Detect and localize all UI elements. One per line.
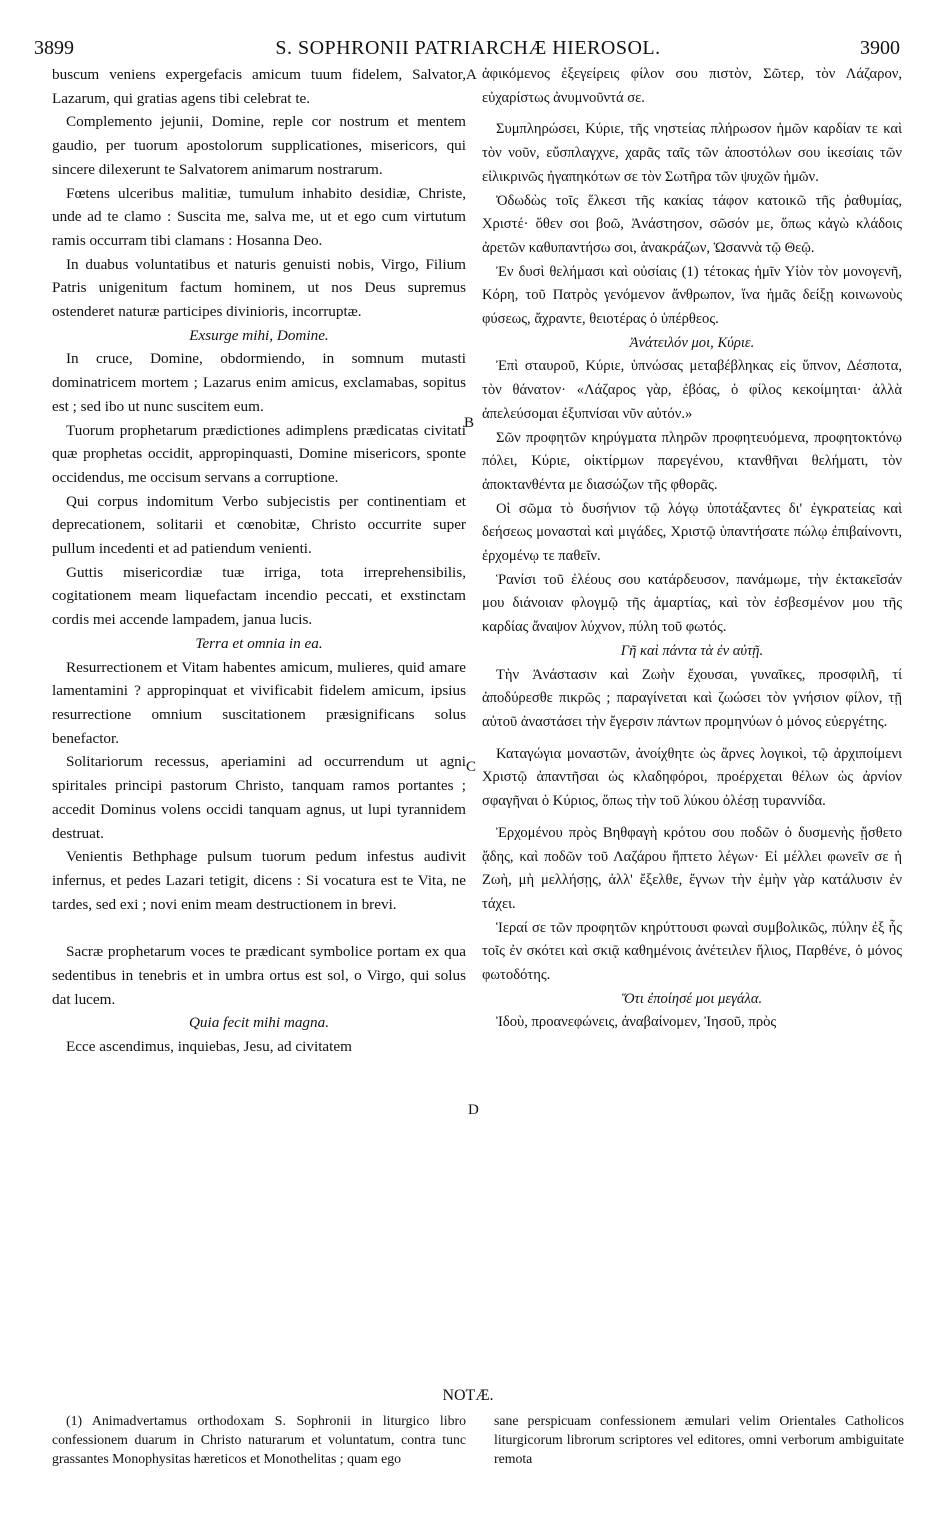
latin-paragraph: Guttis misericordiæ tuæ irriga, tota irreprehensibilis, cogitationem meam liquefactam incendio peccati, et exstinctam cordis mei accende lampadem, janua lucis.	[52, 563, 466, 629]
margin-letter-d: D	[468, 1102, 479, 1118]
latin-paragraph: Tuorum prophetarum prædictiones adimplens prædicatas civitati quæ prophetas occidit, appropinquasti, Domine misericors, sponte occidendus, me occisum servans a corruptione.	[52, 421, 466, 486]
margin-letter-b: B	[464, 415, 475, 431]
greek-paragraph: Ἐν δυσὶ θελήμασι καὶ οὐσίαις (1) τέτοκας ἡμῖν Υἱὸν τὸν μονογενῆ, Κόρη, τοῦ Πατρὸς γενόμενον ἄνθρωπον, ἵνα ἡμᾶς δείξῃ κοινωνοὺς φύσεως, ἄχραντε, θειοτέρας ὁ ὑπέρθεος.	[482, 263, 902, 328]
latin-paragraph: Fœtens ulceribus malitiæ, tumulum inhabito desidiæ, Christe, unde ad te clamo : Suscita me, salva me, ut et ego cum virtutum ramis occurram tibi clamans : Hosanna Deo.	[52, 184, 466, 249]
margin-letter-a: A	[466, 67, 477, 83]
greek-section-heading: Ἀνάτειλόν μοι, Κύριε.	[629, 334, 755, 351]
latin-paragraph: In duabus voluntatibus et naturis genuisti nobis, Virgo, Filium Patris unigenitum factum hominem, ut nos Deus supremus ostenderet naturæ participes divinioris, incorruptæ.	[52, 255, 466, 321]
greek-paragraph: Ἐρχομένου πρὸς Βηθφαγὴ κρότου σου ποδῶν ὁ δυσμενὴς ᾔσθετο ᾅδης, καὶ ποδῶν τοῦ Λαζάρου ἥπτετο λέγων· Εἰ μέλλει φωνεῖν σε ἡ Ζωὴ, μὴ μελλήσῃς, ἀλλ' ἔξελθε, ἔγνων τὴν ἐμὴν γὰρ κατάλυσιν ἐν τάχει.	[482, 824, 902, 912]
greek-paragraph: Ἰδοὺ, προανεφώνεις, ἀναβαίνομεν, Ἰησοῦ, πρὸς	[496, 1014, 777, 1031]
latin-paragraph: In cruce, Domine, obdormiendo, in somnum mutasti dominatricem mortem ; Lazarus enim amicus, exclamabas, sopitus est ; sed ibo ut nunc suscitem eum.	[52, 350, 466, 415]
notes-title: NOTÆ.	[442, 1387, 494, 1404]
greek-paragraph: ἀφικόμενος ἐξεγείρεις φίλον σου πιστὸν, Σῶτερ, τὸν Λάζαρον, εὐχαρίστως ἀνυμνοῦντά σε.	[482, 66, 902, 106]
latin-paragraph: Ecce ascendimus, inquiebas, Jesu, ad civitatem	[66, 1038, 352, 1056]
latin-paragraph: Solitariorum recessus, aperiamini ad occurrendum ut agni spiritales principi pastorum Christo, tanquam ramos portantes ; accedit Dominus volens occidi tanquam agnus, ut lupi tyrannidem destruat.	[52, 753, 466, 842]
latin-section-heading: Exsurge mihi, Domine.	[189, 326, 329, 344]
latin-paragraph: Complemento jejunii, Domine, reple cor nostrum et mentem gaudio, per tuorum apostolorum supplicationes, misericors, qui sincere dilexerunt te Salvatorem animarum nostrarum.	[52, 113, 466, 178]
page-number-left: 3899	[34, 37, 74, 59]
greek-section-heading: Γῆ καὶ πάντα τὰ ἐν αὐτῇ.	[620, 642, 764, 659]
note-text: sane perspicuam confessionem æmulari velim Orientales Catholicos liturgicorum librorum scriptores vel editores, omni verborum ambiguitate remota	[494, 1413, 904, 1466]
greek-paragraph: Συμπληρώσει, Κύριε, τῆς νηστείας πλήρωσον ἡμῶν καρδίαν τε καὶ τὸν νοῦν, εὔσπλαγχνε, χαρᾶς ταῖς τῶν ἀποστόλων σου ἱκεσίαις τῶν εἰλικρινῶς ἠγαπηκότων σε τὸν Σωτῆρα τῶν ψυχῶν ἡμῶν.	[482, 121, 902, 185]
margin-letter-c: C	[466, 759, 477, 775]
latin-section-heading: Quia fecit mihi magna.	[188, 1014, 330, 1032]
latin-column	[52, 63, 466, 1059]
greek-paragraph: Οἱ σῶμα τὸ δυσήνιον τῷ λόγῳ ὑποτάξαντες δι' ἐγκρατείας καὶ δεήσεως μονασταὶ καὶ μιγάδες, Χριστῷ ὑπαντήσατε πώλῳ ἐπιβαίνοντι, ἐρχομένῳ τε παθεῖν.	[482, 500, 902, 565]
greek-paragraph: Τὴν Ἀνάστασιν καὶ Ζωὴν ἔχουσαι, γυναῖκες, προσφιλῆ, τί ἀποδύρεσθε πικρῶς ; παραγίνεται καὶ ζωώσει τὸν γνήσιον φίλον, τῇ αὐτοῦ ἀναστάσει τὴν ἔγερσιν πάντων προμηνύων ὁ μόνος εὐεργέτης.	[482, 666, 902, 730]
greek-paragraph: Ῥανίσι τοῦ ἐλέους σου κατάρδευσον, πανάμωμε, τὴν ἐκτακεῖσάν μου διάνοιαν φλογμῷ τῆς ἁμαρτίας, καὶ τὸν ἐσβεσμένον μου τῆς καρδίας ἄναψον λύχνον, πύλη τοῦ φωτός.	[482, 571, 902, 636]
note-text: (1) Animadvertamus orthodoxam S. Sophronii in liturgico libro confessionem duarum in Christo naturarum et voluntatum, contra tunc grassantes Monophysitas hæreticos et Monothelitas ; quam ego	[52, 1413, 466, 1466]
greek-paragraph: Ἐπὶ σταυροῦ, Κύριε, ὑπνώσας μεταβέβληκας εἰς ὕπνον, Δέσποτα, τὸν θάνατον· «Λάζαρος γὰρ, ἐβόας, ὁ φίλος κεκοίμηται· ἀλλὰ ἀπελεύσομαι ἐξυπνίσαι νῦν αὐτόν.»	[482, 358, 902, 422]
running-title: S. SOPHRONII PATRIARCHÆ HIEROSOL.	[275, 37, 661, 59]
latin-paragraph: Resurrectionem et Vitam habentes amicum, mulieres, quid amare lamentamini ? appropinquat et vivificabit fidelem amicum, ipsius resurrectione omnium suscitationem præsignificans solus benefactor.	[52, 658, 466, 747]
notes-right	[494, 1411, 904, 1468]
greek-paragraph: Ὀδωδὼς τοῖς ἕλκεσι τῆς κακίας τάφον κατοικῶ τῆς ῥαθυμίας, Χριστέ· ὅθεν σοι βοῶ, Ἀνάστησον, σῶσόν με, ὅπως κἀγὼ κλάδοις ἀρετῶν καθυπαντήσω σοι, ἀνακράζων, Ὡσαννὰ τῷ Θεῷ.	[482, 192, 902, 256]
page-number-right: 3900	[860, 37, 900, 59]
latin-section-heading: Terra et omnia in ea.	[195, 634, 323, 652]
greek-paragraph: Σῶν προφητῶν κηρύγματα πληρῶν προφητευόμενα, προφητοκτόνῳ πόλει, Κύριε, οἰκτίρμων παρεγένου, κτανθῆναι θελήματι, τὸν ἀποκτανθέντα με διασώζων τῆς φθορᾶς.	[482, 429, 902, 493]
greek-paragraph: Ἱεραί σε τῶν προφητῶν κηρύττουσι φωναὶ συμβολικῶς, πύλην ἐξ ἧς τοῖς ἐν σκότει καὶ σκιᾷ καθημένοις ἀνέτειλεν ἥλιος, Παρθένε, ὁ μόνος φωτοδότης.	[482, 919, 902, 984]
latin-paragraph: Venientis Bethphage pulsum tuorum pedum infestus audivit infernus, et pedes Lazari tetigit, dicens : Si vocatura est te Vita, ne tardes, sed exi ; novi enim meam destructionem in brevi.	[52, 848, 466, 913]
greek-column	[482, 63, 902, 1035]
latin-paragraph: Qui corpus indomitum Verbo subjecistis per continentiam et deprecationem, solitarii et cœnobitæ, Christo occurrite super pullum incedenti et ad patiendum venienti.	[52, 492, 466, 558]
greek-section-heading: Ὅτι ἐποίησέ μοι μεγάλα.	[621, 990, 763, 1007]
latin-paragraph: Sacræ prophetarum voces te prædicant symbolice portam ex qua sedentibus in tenebris et in umbra ortus est sol, o Virgo, qui solus dat lucem.	[52, 943, 466, 1008]
notes-left	[52, 1411, 466, 1468]
greek-paragraph: Καταγώγια μοναστῶν, ἀνοίχθητε ὡς ἄρνες λογικοὶ, τῷ ἀρχιποίμενι Χριστῷ ἀπαντῆσαι ὡς κλαδηφόροι, προέρχεται θέλων ὡς ἀρνίον σφαγῆναι ὁ Κύριος, ὅπως τὴν τοῦ λύκου ὀλέσῃ τυραννίδα.	[482, 745, 902, 810]
latin-paragraph: buscum veniens expergefacis amicum tuum fidelem, Salvator, Lazarum, qui gratias agens tibi celebrat te.	[52, 66, 466, 107]
